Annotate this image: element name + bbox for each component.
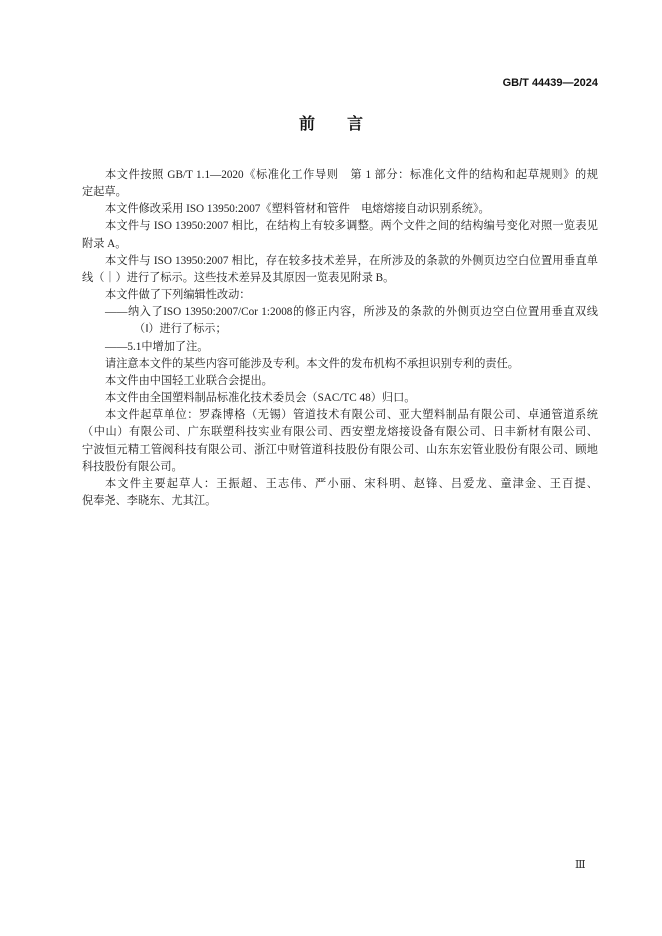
paragraph-line: 本文件按照 GB/T 1.1—2020《标准化工作导则 第 1 部分：标准化文件的结构和起草规则》的规 (105, 169, 598, 181)
paragraph-drafters (82, 476, 598, 510)
paragraph-line: 本文件与 ISO 13950:2007 相比，存在较多技术差异，在所涉及的条款的外侧页边空白位置用垂直单 (105, 254, 598, 267)
list-item-corrigendum (82, 304, 598, 338)
paragraph-line: 本文件由全国塑料制品标准化技术委员会（SAC/TC 48）归口。 (105, 392, 416, 405)
paragraph-drafting-rules (82, 167, 598, 201)
paragraph-line: （中山）有限公司、广东联塑科技实业有限公司、西安塑龙熔接设备有限公司、日丰新材有限公司、 (82, 426, 598, 439)
paragraph-line: 宁波恒元精工管阀科技有限公司、浙江中财管道科技股份有限公司、山东东宏管业股份有限公司、顾地 (82, 443, 598, 456)
paragraph-line: 科技股份有限公司。 (82, 460, 183, 473)
standard-number: GB/T 44439—2024 (502, 77, 598, 89)
paragraph-line: ——5.1中增加了注。 (105, 340, 209, 353)
foreword-body (82, 167, 598, 510)
paragraph-technical-committee (82, 390, 598, 407)
foreword-title: 前 言 (298, 114, 363, 133)
paragraph-line: 本文件由中国轻工业联合会提出。 (105, 374, 273, 387)
paragraph-line: 本文件与 ISO 13950:2007 相比，在结构上有较多调整。两个文件之间的结构编号变化对照一览表见 (105, 220, 598, 233)
paragraph-line: 本文件做了下列编辑性改动： (105, 289, 251, 302)
paragraph-line: 本文件起草单位：罗森博格（无锡）管道技术有限公司、亚大塑料制品有限公司、卓通管道系统 (105, 409, 598, 422)
paragraph-patent-notice (82, 356, 598, 373)
paragraph-modified-adoption (82, 201, 598, 218)
paragraph-line: 请注意本文件的某些内容可能涉及专利。本文件的发布机构不承担识别专利的责任。 (105, 357, 519, 370)
page-number: Ⅲ (575, 859, 586, 871)
paragraph-line: 本文件主要起草人：王振超、王志伟、严小丽、宋科明、赵锋、吕爱龙、童津金、王百提、 (105, 477, 598, 490)
paragraph-line: 本文件修改采用 ISO 13950:2007《塑料管材和管件 电熔熔接自动识别系统》。 (105, 203, 490, 216)
paragraph-line: 线（｜）进行了标示。这些技术差异及其原因一览表见附录 B。 (82, 271, 395, 284)
paragraph-line: ——纳入了ISO 13950:2007/Cor 1:2008的修正内容，所涉及的条款的外侧页边空白位置用垂直双线 (105, 306, 598, 319)
paragraph-line: 附录 A。 (82, 237, 127, 250)
paragraph-line: 倪奉尧、李晓东、尤其江。 (82, 494, 217, 507)
paragraph-editorial-changes (82, 287, 598, 304)
list-item-note-added (82, 339, 598, 356)
paragraph-proposed-by (82, 373, 598, 390)
paragraph-line: （‖）进行了标示； (134, 323, 227, 336)
paragraph-technical-deviations (82, 253, 598, 287)
paragraph-line: 定起草。 (82, 186, 127, 199)
paragraph-structure-changes (82, 218, 598, 252)
paragraph-drafting-organizations (82, 407, 598, 476)
